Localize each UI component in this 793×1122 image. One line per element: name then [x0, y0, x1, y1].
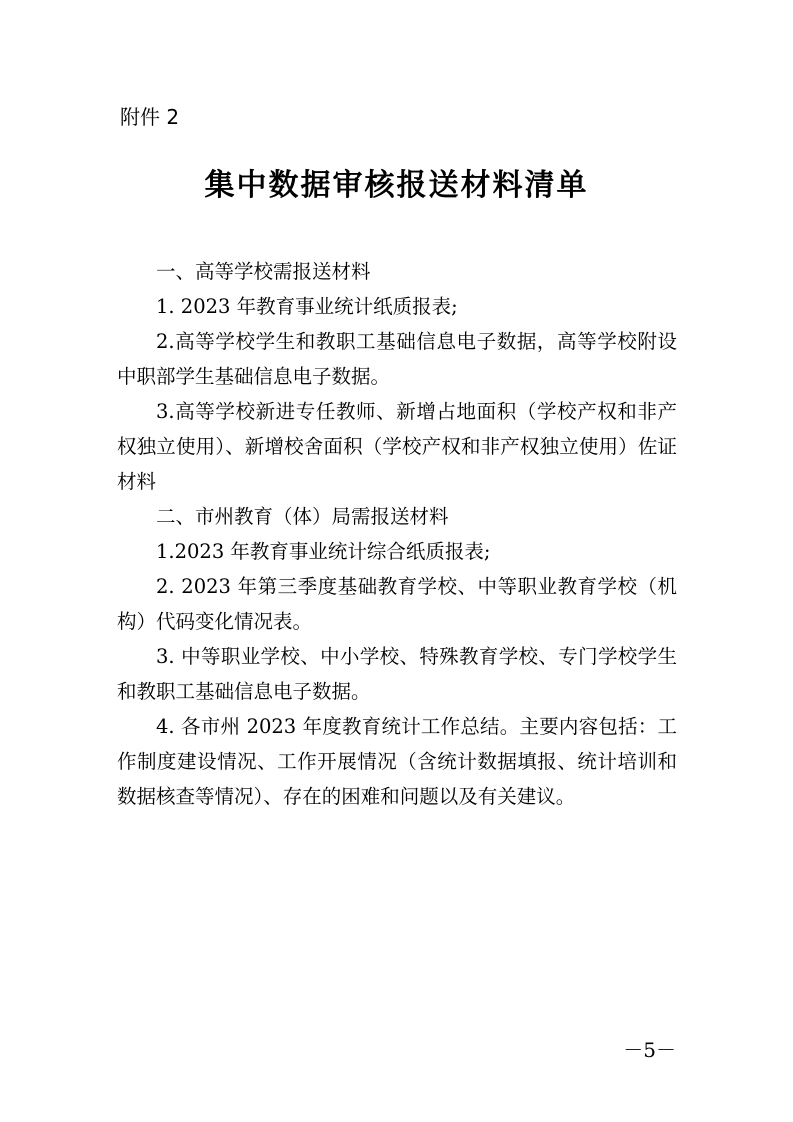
page-number: －5－ [623, 1038, 676, 1062]
attachment-label: 附件 2 [120, 105, 180, 129]
list-item: 1. 2023 年教育事业统计纸质报表; [156, 295, 458, 318]
document-title: 集中数据审核报送材料清单 [204, 168, 589, 203]
list-item: 3.高等学校新进专任教师、新增占地面积（学校产权和非产权独立使用）、新增校舍面积（学校产权和非产权独立使用）佐证材料 [117, 400, 677, 493]
list-item: 4. 各市州 2023 年度教育统计工作总结。主要内容包括：工作制度建设情况、工作开展情况（含统计数据填报、统计培训和数据核查等情况）、存在的困难和问题以及有关建议。 [117, 715, 677, 808]
list-item: 2. 2023 年第三季度基础教育学校、中等职业教育学校（机构）代码变化情况表。 [117, 575, 677, 633]
document-body [117, 254, 677, 814]
list-item: 2.高等学校学生和教职工基础信息电子数据，高等学校附设中职部学生基础信息电子数据。 [117, 330, 677, 388]
section-heading-1: 一、高等学校需报送材料 [156, 260, 371, 283]
section-heading-2: 二、市州教育（体）局需报送材料 [156, 505, 449, 528]
list-item: 1.2023 年教育事业统计综合纸质报表; [156, 540, 491, 563]
list-item: 3. 中等职业学校、中小学校、特殊教育学校、专门学校学生和教职工基础信息电子数据。 [117, 645, 677, 703]
